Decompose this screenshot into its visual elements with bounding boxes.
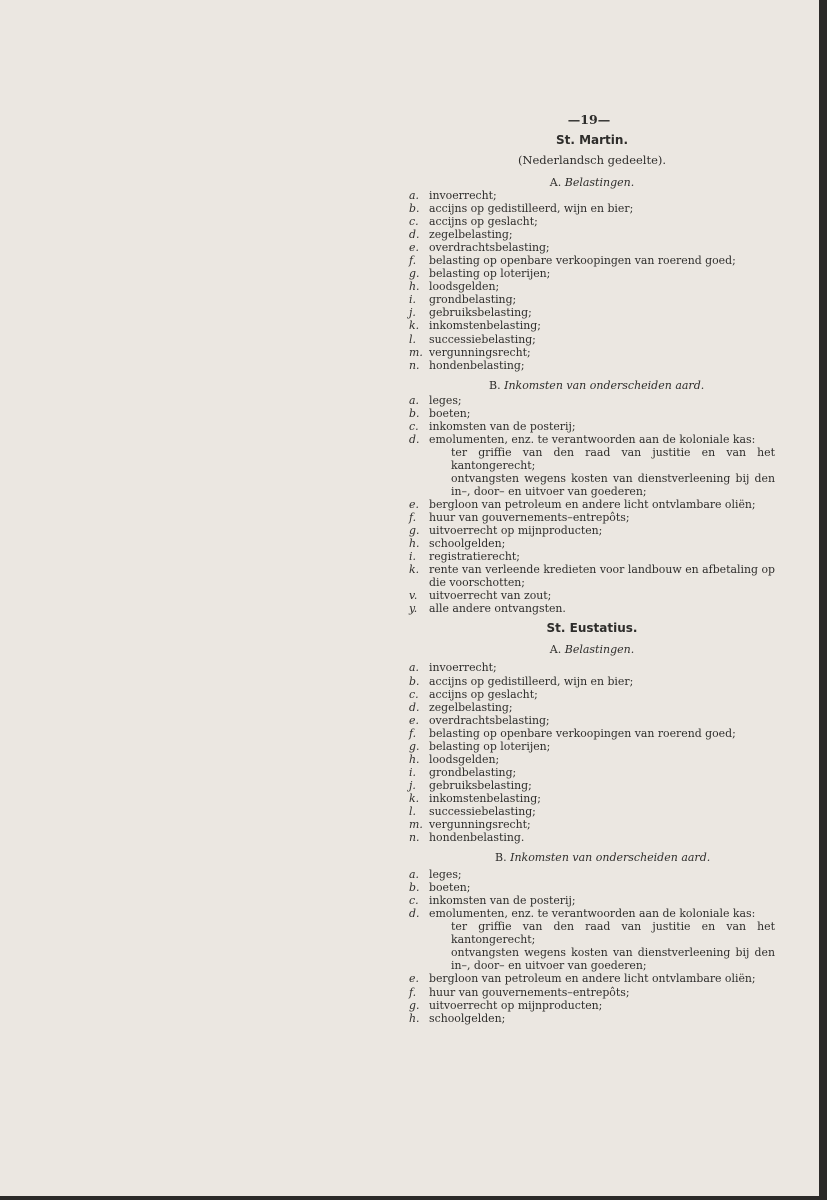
item-text: uitvoerrecht op mijnproducten; [429, 524, 603, 538]
list-item [409, 550, 775, 563]
item-letter: g. [409, 267, 420, 281]
item-text: inkomsten van de posterij; [429, 419, 576, 433]
item-letter: l. [409, 804, 416, 818]
item-letter: e. [409, 972, 419, 986]
list-item [409, 766, 775, 779]
item-text: inkomstenbelasting; [429, 319, 541, 333]
item-letter: d. [409, 228, 420, 242]
item-text: successiebelasting; [429, 804, 536, 818]
part-title: Belastingen. [564, 643, 635, 657]
item-text: schoolgelden; [429, 1011, 506, 1025]
section-title: St. Eustatius. [546, 621, 638, 636]
item-letter: e. [409, 713, 419, 727]
income-list [409, 394, 775, 616]
item-text: alle andere ontvangsten. [429, 602, 566, 616]
item-letter: f. [409, 985, 417, 999]
part-letter: B. [489, 378, 501, 392]
item-text: inkomstenbelasting; [429, 791, 541, 805]
list-item [409, 894, 775, 907]
item-text: grondbelasting; [429, 293, 517, 307]
item-letter: d. [409, 907, 420, 921]
list-item [409, 407, 775, 420]
item-letter: c. [409, 687, 419, 701]
item-letter: b. [409, 202, 420, 216]
item-letter: c. [409, 215, 419, 229]
item-text: schoolgelden; [429, 537, 506, 551]
item-text: emolumenten, enz. te verantwoorden aan de koloniale kas: [429, 432, 756, 446]
section-subtitle: (Nederlandsch gedeelte). [517, 153, 667, 167]
item-text: gebruiksbelasting; [429, 306, 532, 320]
part-b-heading [409, 379, 775, 392]
list-item [409, 740, 775, 753]
item-text: registratierecht; [429, 550, 520, 564]
item-letter: k. [409, 563, 420, 577]
item-text: bergloon van petroleum en andere licht ontvlambare oliën; [429, 498, 756, 512]
item-letter: h. [409, 1011, 420, 1025]
item-letter: c. [409, 419, 419, 433]
part-letter: B. [495, 851, 507, 865]
item-letter: i. [409, 765, 416, 779]
item-letter: k. [409, 791, 420, 805]
list-item [409, 254, 775, 267]
list-item [409, 881, 775, 894]
list-item [409, 228, 775, 241]
item-letter: b. [409, 406, 420, 420]
item-text: boeten; [429, 406, 471, 420]
list-item [409, 293, 775, 306]
item-letter: y. [409, 602, 418, 616]
list-item [409, 333, 775, 346]
list-item [409, 189, 775, 202]
part-b-heading [409, 851, 775, 864]
list-item [409, 537, 775, 550]
sub-item: ontvangsten wegens kosten van dienstverleening bij den in–, door– en uitvoer van goederen; [451, 471, 775, 498]
item-letter: a. [409, 393, 419, 407]
list-item [409, 359, 775, 372]
part-letter: A. [549, 643, 562, 657]
item-text: successiebelasting; [429, 332, 536, 346]
item-letter: b. [409, 674, 420, 688]
part-title: Inkomsten van onderscheiden aard. [504, 378, 705, 392]
list-item [409, 714, 775, 727]
tax-list [409, 189, 775, 372]
list-item [409, 306, 775, 319]
item-text: bergloon van petroleum en andere licht ontvlambare oliën; [429, 972, 756, 986]
item-letter: f. [409, 511, 417, 525]
item-letter: k. [409, 319, 420, 333]
item-text: accijns op geslacht; [429, 215, 538, 229]
item-text: gebruiksbelasting; [429, 778, 532, 792]
item-text: belasting op openbare verkoopingen van roerend goed; [429, 254, 736, 268]
item-letter: a. [409, 868, 419, 882]
list-item [409, 701, 775, 714]
item-text: emolumenten, enz. te verantwoorden aan de koloniale kas: [429, 907, 756, 921]
part-letter: A. [549, 176, 562, 189]
item-letter: j. [409, 778, 416, 792]
item-text: uitvoerrecht op mijnproducten; [429, 998, 603, 1012]
sub-item: ter griffie van den raad van justitie en van het kantongerecht; [451, 445, 775, 472]
page-number: —19— [567, 112, 611, 127]
list-item [409, 267, 775, 280]
item-letter: a. [409, 189, 419, 202]
item-letter: h. [409, 752, 420, 766]
item-letter: f. [409, 254, 417, 268]
list-item [409, 346, 775, 359]
tax-list [409, 661, 775, 844]
list-item [409, 498, 775, 511]
text-column [409, 112, 775, 1025]
list-item [409, 394, 775, 407]
list-item [409, 511, 775, 524]
item-text: rente van verleende kredieten voor landbouw en afbetaling op die voorschotten; [429, 563, 775, 590]
list-item [409, 202, 775, 215]
item-letter: g. [409, 739, 420, 753]
item-text: accijns op geslacht; [429, 687, 538, 701]
list-item [409, 433, 775, 498]
list-item [409, 280, 775, 293]
item-text: invoerrecht; [429, 661, 497, 675]
item-letter: f. [409, 726, 417, 740]
item-text: belasting op openbare verkoopingen van roerend goed; [429, 726, 736, 740]
item-text: leges; [429, 393, 462, 407]
list-item [409, 675, 775, 688]
item-letter: g. [409, 998, 420, 1012]
item-letter: h. [409, 537, 420, 551]
part-a-heading [409, 176, 775, 189]
list-item [409, 589, 775, 602]
list-item [409, 818, 775, 831]
item-letter: n. [409, 358, 420, 372]
item-text: huur van gouvernements–entrepôts; [429, 985, 630, 999]
item-text: accijns op gedistilleerd, wijn en bier; [429, 202, 634, 216]
item-letter: m. [409, 345, 423, 359]
list-item [409, 986, 775, 999]
item-letter: g. [409, 524, 420, 538]
list-item [409, 563, 775, 589]
sub-item: ontvangsten wegens kosten van dienstverleening bij den in–, door– en uitvoer van goederen; [451, 946, 775, 973]
item-letter: d. [409, 700, 420, 714]
part-title: Inkomsten van onderscheiden aard. [510, 851, 711, 865]
item-letter: i. [409, 293, 416, 307]
list-item [409, 420, 775, 433]
list-item [409, 868, 775, 881]
list-item [409, 792, 775, 805]
item-text: zegelbelasting; [429, 228, 513, 242]
item-text: accijns op gedistilleerd, wijn en bier; [429, 674, 634, 688]
part-title: Belastingen. [564, 176, 635, 189]
income-list [409, 868, 775, 1025]
item-text: vergunningsrecht; [429, 818, 531, 832]
item-text: invoerrecht; [429, 189, 497, 202]
list-item [409, 805, 775, 818]
item-text: inkomsten van de posterij; [429, 894, 576, 908]
item-text: uitvoerrecht van zout; [429, 589, 552, 603]
item-text: loodsgelden; [429, 752, 500, 766]
item-letter: e. [409, 241, 419, 255]
item-letter: b. [409, 881, 420, 895]
list-item [409, 319, 775, 332]
item-letter: h. [409, 280, 420, 294]
list-item [409, 907, 775, 972]
list-item [409, 779, 775, 792]
item-text: overdrachtsbelasting; [429, 713, 550, 727]
item-letter: c. [409, 894, 419, 908]
section-title: St. Martin. [555, 133, 629, 147]
item-text: hondenbelasting; [429, 358, 525, 372]
item-letter: v. [409, 589, 418, 603]
item-letter: e. [409, 498, 419, 512]
item-text: loodsgelden; [429, 280, 500, 294]
item-text: grondbelasting; [429, 765, 517, 779]
item-letter: l. [409, 332, 416, 346]
item-letter: j. [409, 306, 416, 320]
list-item [409, 602, 775, 615]
item-letter: d. [409, 432, 420, 446]
list-item [409, 661, 775, 674]
list-item [409, 524, 775, 537]
list-item [409, 241, 775, 254]
item-text: belasting op loterijen; [429, 267, 551, 281]
item-text: leges; [429, 868, 462, 882]
item-letter: n. [409, 831, 420, 845]
list-item [409, 1012, 775, 1025]
part-a-heading [409, 643, 775, 656]
list-item [409, 215, 775, 228]
item-text: vergunningsrecht; [429, 345, 531, 359]
item-text: boeten; [429, 881, 471, 895]
list-item [409, 831, 775, 844]
list-item [409, 727, 775, 740]
item-text: huur van gouvernements–entrepôts; [429, 511, 630, 525]
item-text: zegelbelasting; [429, 700, 513, 714]
list-item [409, 688, 775, 701]
item-letter: m. [409, 818, 423, 832]
list-item [409, 753, 775, 766]
item-letter: i. [409, 550, 416, 564]
item-letter: a. [409, 661, 419, 675]
list-item [409, 999, 775, 1012]
list-item [409, 972, 775, 985]
item-text: belasting op loterijen; [429, 739, 551, 753]
item-text: hondenbelasting. [429, 831, 525, 845]
sub-item: ter griffie van den raad van justitie en van het kantongerecht; [451, 920, 775, 947]
item-text: overdrachtsbelasting; [429, 241, 550, 255]
